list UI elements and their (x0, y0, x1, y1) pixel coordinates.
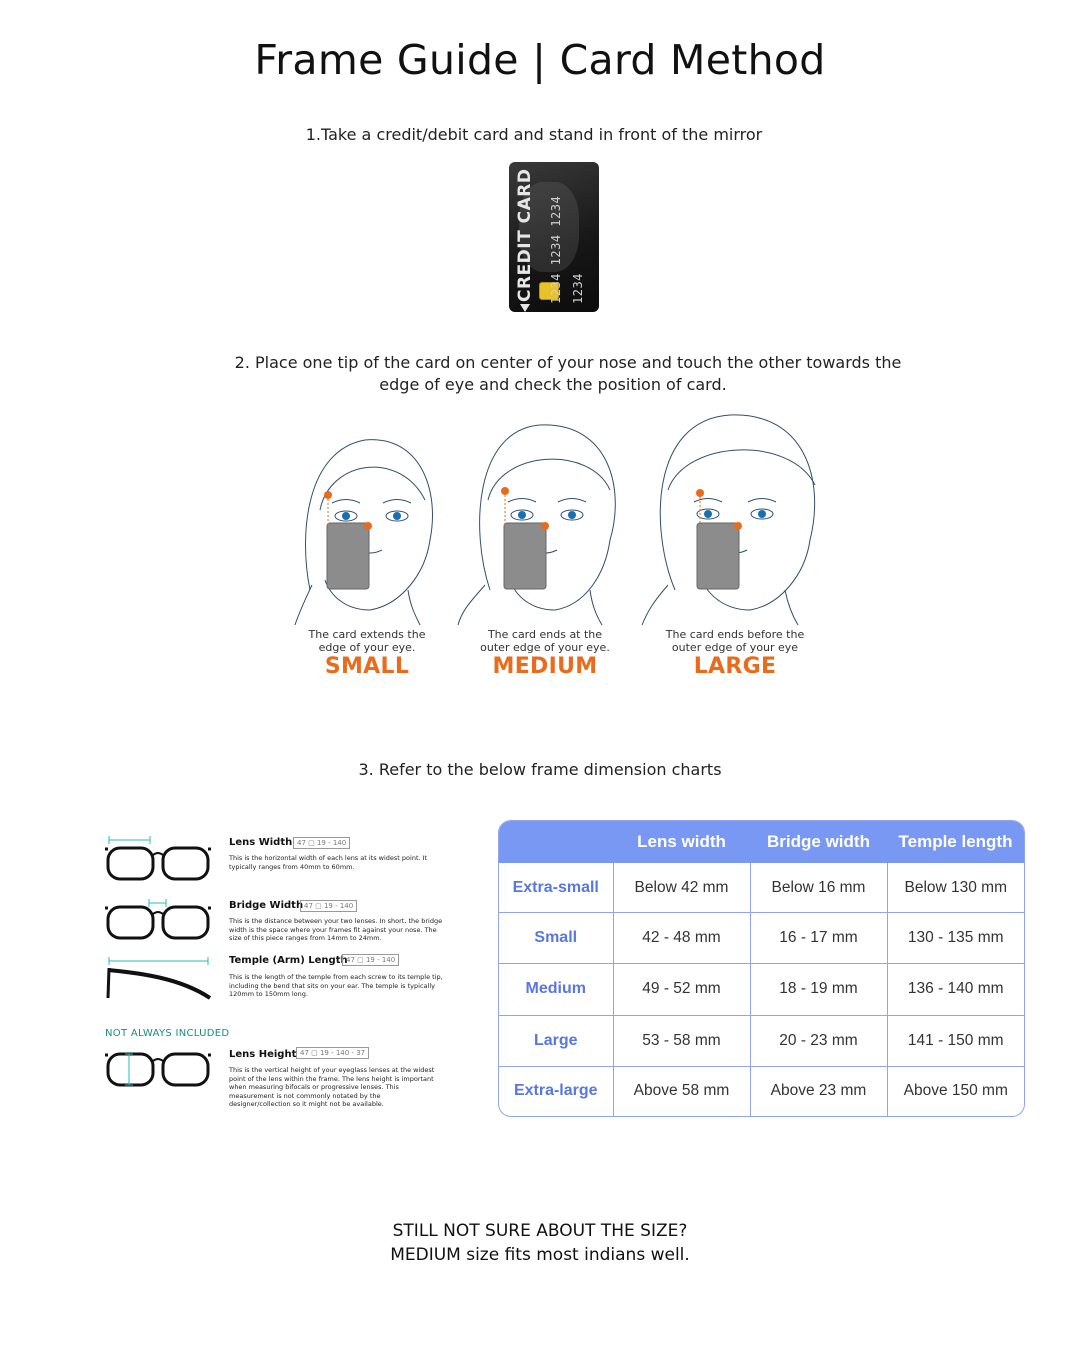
frame-dimension-guide (100, 828, 450, 1118)
table-header-row (499, 821, 1024, 863)
footer-line-2: MEDIUM size fits most indians well. (390, 1245, 690, 1265)
table-cell: Below 130 mm (887, 863, 1024, 913)
not-always-included-note: NOT ALWAYS INCLUDED (105, 1028, 230, 1039)
table-cell: Below 16 mm (750, 863, 887, 913)
temple-length-desc: This is the length of the temple from each screw to its temple tip, including the bend that sits on your ear. The temple is typically 120mm to 150mm long. (229, 973, 443, 998)
face-small-label: SMALL (324, 654, 410, 679)
table-row (499, 863, 1024, 913)
table-row-label: Small (499, 913, 613, 964)
table-cell: 20 - 23 mm (750, 1015, 887, 1066)
table-row (499, 913, 1024, 964)
table-cell: Below 42 mm (613, 863, 750, 913)
lens-width-desc: This is the horizontal width of each lens at its widest point. It typically ranges from 40mm to 60mm. (229, 854, 428, 871)
face-medium-caption: The card ends at the outer edge of your eye. (480, 628, 610, 654)
face-small-card (327, 523, 369, 589)
table-header-cell: Bridge width (750, 821, 887, 863)
table-cell: 18 - 19 mm (750, 964, 887, 1015)
table-cell: 141 - 150 mm (887, 1015, 1024, 1066)
face-illustrations (290, 410, 830, 690)
lens-height-title: Lens Height (229, 1049, 297, 1060)
temple-length-code: 47 ▢ 19 - 140 (342, 954, 399, 966)
bridge-width-glasses-icon (105, 907, 211, 938)
table-row-label: Extra-large (499, 1066, 613, 1116)
credit-card-image (509, 162, 599, 312)
face-large-caption: The card ends before the outer edge of your eye (665, 628, 805, 654)
face-medium-label: MEDIUM (492, 654, 598, 679)
lens-height-glasses-icon (105, 1054, 211, 1085)
lens-height-code: 47 ▢ 19 - 140 - 37 (296, 1047, 369, 1059)
frame-size-table (498, 820, 1025, 1117)
face-large-card (697, 523, 739, 589)
table-cell: Above 23 mm (750, 1066, 887, 1116)
face-large-label: LARGE (693, 654, 777, 679)
card-arrow-icon (520, 304, 530, 312)
bridge-width-code: 47 ▢ 19 - 140 (300, 900, 357, 912)
temple-length-title: Temple (Arm) Length (229, 955, 348, 966)
face-large-drawing (642, 415, 815, 625)
table-cell: 130 - 135 mm (887, 913, 1024, 964)
bridge-width-desc: This is the distance between your two lenses. In short, the bridge width is the space where your frames fit against your nose. The size of this piece ranges from 14mm to 24mm. (229, 917, 443, 942)
table-row-label: Extra-small (512, 878, 599, 896)
table-row (499, 1066, 1024, 1116)
step-2-text: 2. Place one tip of the card on center of your nose and touch the other towards the edge of eye and check the position of card. (234, 353, 902, 394)
step-3-text: 3. Refer to the below frame dimension charts (358, 760, 722, 779)
table-row (499, 964, 1024, 1015)
lens-height-desc: This is the vertical height of your eyeglass lenses at the widest point of the lens within the frame. The lens height is important when measuring bifocals or progressive lenses. This measurement is not commonly notated by the designer/collection so it might not be available. (229, 1066, 435, 1108)
table-cell: 136 - 140 mm (887, 964, 1024, 1015)
card-rotated-face (509, 162, 599, 312)
lens-width-glasses-icon (105, 848, 211, 879)
lens-width-title: Lens Width (229, 837, 293, 848)
face-small-caption: The card extends the edge of your eye. (308, 628, 426, 654)
card-number-row-1: 1234 1234 1234 (549, 195, 563, 304)
table-cell: 16 - 17 mm (750, 913, 887, 964)
table-header-cell: Lens width (613, 821, 750, 863)
lens-width-code: 47 ▢ 19 - 140 (293, 837, 350, 849)
step-1-text: 1.Take a credit/debit card and stand in front of the mirror (305, 125, 763, 144)
card-number-row-2: 1234 (571, 273, 585, 304)
table-cell: 49 - 52 mm (613, 964, 750, 1015)
footer-note (0, 1219, 1080, 1267)
bridge-width-title: Bridge Width (229, 900, 304, 911)
table-cell: Above 58 mm (613, 1066, 750, 1116)
page-title: Frame Guide | Card Method (254, 36, 826, 84)
table-header-cell (499, 821, 613, 863)
table-cell: 42 - 48 mm (613, 913, 750, 964)
table-row-label: Medium (499, 964, 613, 1015)
faces-drawing (290, 410, 830, 630)
footer-line-1: STILL NOT SURE ABOUT THE SIZE? (392, 1221, 688, 1241)
face-medium-card (504, 523, 546, 589)
table-row (499, 1015, 1024, 1066)
table-header-cell: Temple length (887, 821, 1024, 863)
temple-arm-icon (108, 970, 210, 998)
table-cell: 53 - 58 mm (613, 1015, 750, 1066)
table-row-label: Large (499, 1015, 613, 1066)
card-label: CREDIT CARD (515, 168, 535, 302)
glasses-drawings (100, 828, 220, 1118)
table-cell: Above 150 mm (887, 1066, 1024, 1116)
